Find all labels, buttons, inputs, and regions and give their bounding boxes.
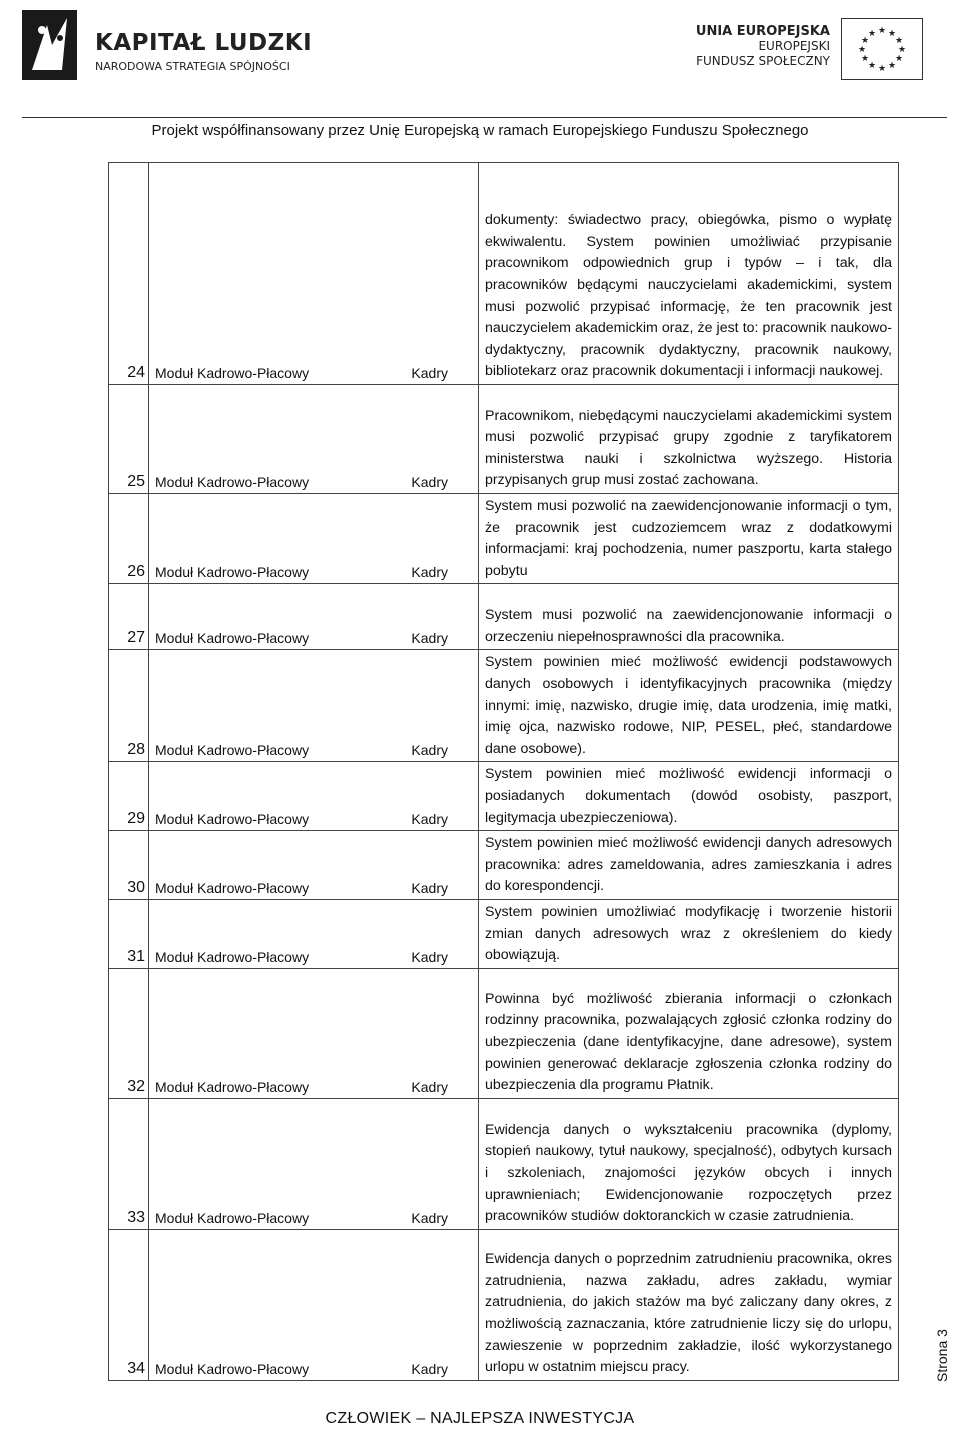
requirement-description: Pracownikom, niebędącymi nauczycielami akademickimi system musi pozwolić przypisać grupy zgodnie z taryfikatorem ministerstwa nauki i szkolnictwa wyższego. Historia przypisanych grup musi zostać zachowana.: [479, 385, 899, 494]
module-name: Moduł Kadrowo-Płacowy: [155, 564, 310, 581]
area-name: Kadry: [411, 1360, 448, 1377]
row-number: 25: [109, 385, 149, 494]
area-name: Kadry: [411, 1078, 448, 1095]
svg-text:★: ★: [860, 54, 870, 64]
module-cell: [149, 163, 479, 385]
requirement-description: System powinien mieć możliwość ewidencji podstawowych danych osobowych i identyfikacyjnych pracownika (między innymi: imię, nazwisko, drugie imię, data urodzenia, imię matki, imię ojca, nazwisko rodowe, NIP, PESEL, płeć, standardowe dane osobowe).: [479, 650, 899, 762]
module-cell: [149, 650, 479, 762]
module-name: Moduł Kadrowo-Płacowy: [155, 742, 310, 759]
requirement-description: System musi pozwolić na zaewidencjonowanie informacji o tym, że pracownik jest cudzoziemcem wraz z dodatkowymi informacjami: kraj pochodzenia, numer paszportu, karta stałego pobytu: [479, 494, 899, 584]
svg-text:★: ★: [857, 45, 867, 55]
area-name: Kadry: [411, 742, 448, 759]
eu-title: UNIA EUROPEJSKA: [695, 24, 830, 39]
row-number: 26: [109, 494, 149, 584]
area-name: Kadry: [411, 474, 448, 490]
area-name: Kadry: [411, 879, 448, 896]
row-number: 33: [109, 1098, 149, 1229]
requirement-description: System powinien umożliwiać modyfikację i tworzenie historii zmian danych adresowych wraz z określeniem do kiedy obowiązują.: [479, 899, 899, 968]
module-cell: [149, 899, 479, 968]
requirement-description: dokumenty: świadectwo pracy, obiegówka, pismo o wypłatę ekwiwalentu. System powinien umożliwiać przypisanie pracownikom odpowiednich grup i typów – i tak, dla pracowników będącymi nauczycielami akademickimi, system musi pozwolić przypisać informację, że ten pracownik jest nauczycielem akademickim oraz, że jest to: pracownik naukowo-dydaktyczny, pracownik dydaktyczny, pracownik naukowy, bibliotekarz oraz pracownik dokumentacji i informacji naukowej.: [479, 163, 899, 385]
module-cell: [149, 494, 479, 584]
row-number: 31: [109, 899, 149, 968]
table-row: [109, 163, 899, 385]
area-name: Kadry: [411, 811, 448, 828]
svg-text:★: ★: [877, 64, 887, 74]
module-cell: [149, 584, 479, 650]
module-cell: [149, 1098, 479, 1229]
module-name: Moduł Kadrowo-Płacowy: [155, 1360, 310, 1377]
page-footer: CZŁOWIEK – NAJLEPSZA INWESTYCJA: [325, 1410, 635, 1427]
module-name: Moduł Kadrowo-Płacowy: [155, 1209, 310, 1226]
module-cell: [149, 762, 479, 831]
page-number: [930, 1322, 960, 1382]
table-row: [109, 584, 899, 650]
table-row: [109, 650, 899, 762]
requirement-description: Ewidencja danych o wykształceniu pracownika (dyplomy, stopień naukowy, tytuł naukowy, specjalność), odbytych kursach i szkoleniach, znajomości języków obcych i innych uprawnieniach; Ewidencjonowanie rozpoczętych przez pracowników studiów doktoranckich w czasie zatrudnienia.: [479, 1098, 899, 1229]
row-number: 29: [109, 762, 149, 831]
area-name: Kadry: [411, 365, 448, 381]
requirement-description: System musi pozwolić na zaewidencjonowanie informacji o orzeczeniu niepełnosprawności dla pracownika.: [479, 584, 899, 650]
table-row: [109, 899, 899, 968]
area-name: Kadry: [411, 1209, 448, 1226]
eu-line3: FUNDUSZ SPOŁECZNY: [696, 54, 830, 68]
page-number-label: Strona 3: [934, 1329, 950, 1382]
eu-flag-icon: [841, 18, 923, 80]
requirement-description: Ewidencja danych o poprzednim zatrudnieniu pracownika, okres zatrudnienia, nazwa zakładu, adres zakładu, wymiar zatrudnienia, do jakich stażów ma być zaliczany dany okres, z możliwością zaznaczania, które zatrudnienie liczy się do urlopu, zawieszenie w poprzednim zakładzie, ilość wykorzystanego urlopu w ostatnim miejscu pracy.: [479, 1229, 899, 1380]
eu-line2: EUROPEJSKI: [758, 39, 830, 53]
row-number: 24: [109, 163, 149, 385]
kapital-ludzki-logo: [22, 10, 77, 80]
svg-text:★: ★: [867, 29, 877, 39]
svg-text:★: ★: [894, 36, 904, 46]
table-row: [109, 831, 899, 900]
table-row: [109, 968, 899, 1098]
eu-text-block: [680, 24, 830, 69]
table-row: [109, 385, 899, 494]
table-row: [109, 762, 899, 831]
row-number: 32: [109, 968, 149, 1098]
module-cell: [149, 385, 479, 494]
requirements-table: [108, 162, 899, 1381]
table-row: [109, 494, 899, 584]
requirement-description: System powinien mieć możliwość ewidencji danych adresowych pracownika: adres zameldowania, adres zamieszkania i adres do korespondencji.: [479, 831, 899, 900]
module-cell: [149, 831, 479, 900]
table-row: [109, 1098, 899, 1229]
page-header: [0, 0, 960, 120]
module-cell: [149, 968, 479, 1098]
svg-text:★: ★: [897, 45, 907, 55]
table-row: [109, 1229, 899, 1380]
kapital-ludzki-title: KAPITAŁ LUDZKI: [95, 30, 313, 56]
area-name: Kadry: [411, 564, 448, 581]
project-caption: Projekt współfinansowany przez Unię Europejską w ramach Europejskiego Funduszu Społecznego: [151, 122, 809, 139]
module-name: Moduł Kadrowo-Płacowy: [155, 630, 310, 647]
header-divider: [22, 117, 947, 118]
row-number: 28: [109, 650, 149, 762]
area-name: Kadry: [411, 630, 448, 647]
svg-text:★: ★: [894, 54, 904, 64]
svg-text:★: ★: [887, 29, 897, 39]
svg-text:★: ★: [887, 61, 897, 71]
svg-text:★: ★: [877, 26, 887, 36]
svg-text:★: ★: [860, 36, 870, 46]
kapital-ludzki-subtitle: NARODOWA STRATEGIA SPÓJNOŚCI: [95, 60, 290, 73]
module-name: Moduł Kadrowo-Płacowy: [155, 879, 310, 896]
row-number: 34: [109, 1229, 149, 1380]
module-name: Moduł Kadrowo-Płacowy: [155, 948, 310, 965]
module-cell: [149, 1229, 479, 1380]
row-number: 27: [109, 584, 149, 650]
row-number: 30: [109, 831, 149, 900]
svg-text:★: ★: [867, 61, 877, 71]
module-name: Moduł Kadrowo-Płacowy: [155, 474, 310, 490]
module-name: Moduł Kadrowo-Płacowy: [155, 811, 310, 828]
module-name: Moduł Kadrowo-Płacowy: [155, 365, 310, 381]
module-name: Moduł Kadrowo-Płacowy: [155, 1078, 310, 1095]
requirement-description: System powinien mieć możliwość ewidencji informacji o posiadanych dokumentach (dowód osobisty, paszport, legitymacja ubezpieczeniowa).: [479, 762, 899, 831]
requirement-description: Powinna być możliwość zbierania informacji o członkach rodzinny pracownika, pozwalających zgłosić członka rodziny do ubezpieczenia (dane identyfikacyjne, dane adresowe), system powinien generować deklaracje zgłoszenia członka rodziny do ubezpieczenia dla programu Płatnik.: [479, 968, 899, 1098]
area-name: Kadry: [411, 948, 448, 965]
